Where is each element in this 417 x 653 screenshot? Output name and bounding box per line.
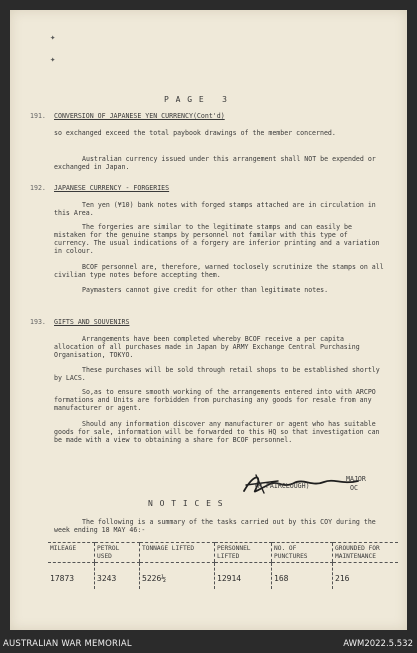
column-header: PETROL USED: [95, 543, 140, 563]
table-cell: 168: [272, 563, 333, 589]
section-number: 192.: [30, 184, 46, 192]
paragraph: so exchanged exceed the total paybook drawings of the member concerned.: [54, 129, 336, 137]
paragraph: The forgeries are similar to the legitimate stamps and can easily be mistaken for the genuine stamps by personnel not familar with this type of currency. The usual indications of a forgery are inferior printing and a variation in colour.: [54, 223, 380, 256]
section-title: CONVERSION OF JAPANESE YEN CURRENCY(Cont'd): [54, 112, 225, 120]
paragraph: Australian currency issued under this arrangement shall NOT be expended or exchanged in Japan.: [54, 155, 376, 172]
section-number: 191.: [30, 112, 46, 120]
table-cell: 5226½: [140, 563, 215, 589]
table-cell: 12914: [215, 563, 272, 589]
paragraph: Arrangements have been completed whereby BCOF receive a per capita allocation of all purchases made in Japan by ARMY Exchange Central Purchasing Organisation, TOKYO.: [54, 335, 360, 360]
column-header: NO. OF PUNCTURES: [272, 543, 333, 563]
paragraph: BCOF personnel are, therefore, warned toclosely scrutinize the stamps on all civilian type notes before accepting them.: [54, 263, 384, 280]
column-header: TONNAGE LIFTED: [140, 543, 215, 563]
column-header: GROUNDED FOR MAINTENANCE: [333, 543, 399, 563]
footer-institution: AUSTRALIAN WAR MEMORIAL: [3, 639, 132, 649]
column-header: PERSONNEL LIFTED: [215, 543, 272, 563]
paragraph: These purchases will be sold through retail shops to be established shortly by LACS.: [54, 366, 380, 383]
page-heading: P A G E 3: [164, 95, 228, 104]
paragraph: So,as to ensure smooth working of the arrangements entered into with ARCPO formations and Units are forbidden from purchasing any goods for resale from any manufacturer or agent.: [54, 388, 376, 413]
signatory-rank: MAJOR: [346, 475, 366, 483]
paragraph: Should any information discover any manufacturer or agent who has suitable goods for sale, information will be forwarded to this HQ so that investigation can be made with a view to obtaining a share for BCOF personnel.: [54, 420, 380, 445]
section-title: GIFTS AND SOUVENIRS: [54, 318, 130, 326]
notices-heading: N O T I C E S: [148, 499, 224, 508]
table-cell: 216: [333, 563, 399, 589]
table-cell: 17873: [50, 574, 75, 583]
column-header: MILEAGE: [48, 543, 95, 563]
weekly-summary-table: [48, 542, 398, 589]
table-row: [48, 563, 398, 589]
document-sheet: [10, 10, 407, 630]
footer-accession-number: AWM2022.5.532: [343, 639, 413, 649]
section-title: JAPANESE CURRENCY - FORGERIES: [54, 184, 170, 192]
punch-hole-mark: ✦: [50, 33, 56, 43]
notices-intro: The following is a summary of the tasks carried out by this COY during the week ending 18 MAY 46:-: [54, 518, 376, 535]
signatory-name: (H.FAIRCLOUGH): [254, 482, 310, 490]
table-cell: 3243: [95, 563, 140, 589]
section-number: 193.: [30, 318, 46, 326]
table-header-row: [48, 543, 398, 563]
paragraph: Ten yen (¥10) bank notes with forged stamps attached are in circulation in this Area.: [54, 201, 376, 218]
paragraph: Paymasters cannot give credit for other than legitimate notes.: [82, 286, 329, 294]
punch-hole-mark: ✦: [50, 55, 56, 65]
signatory-role: OC: [350, 484, 358, 492]
archive-footer: [0, 636, 417, 653]
